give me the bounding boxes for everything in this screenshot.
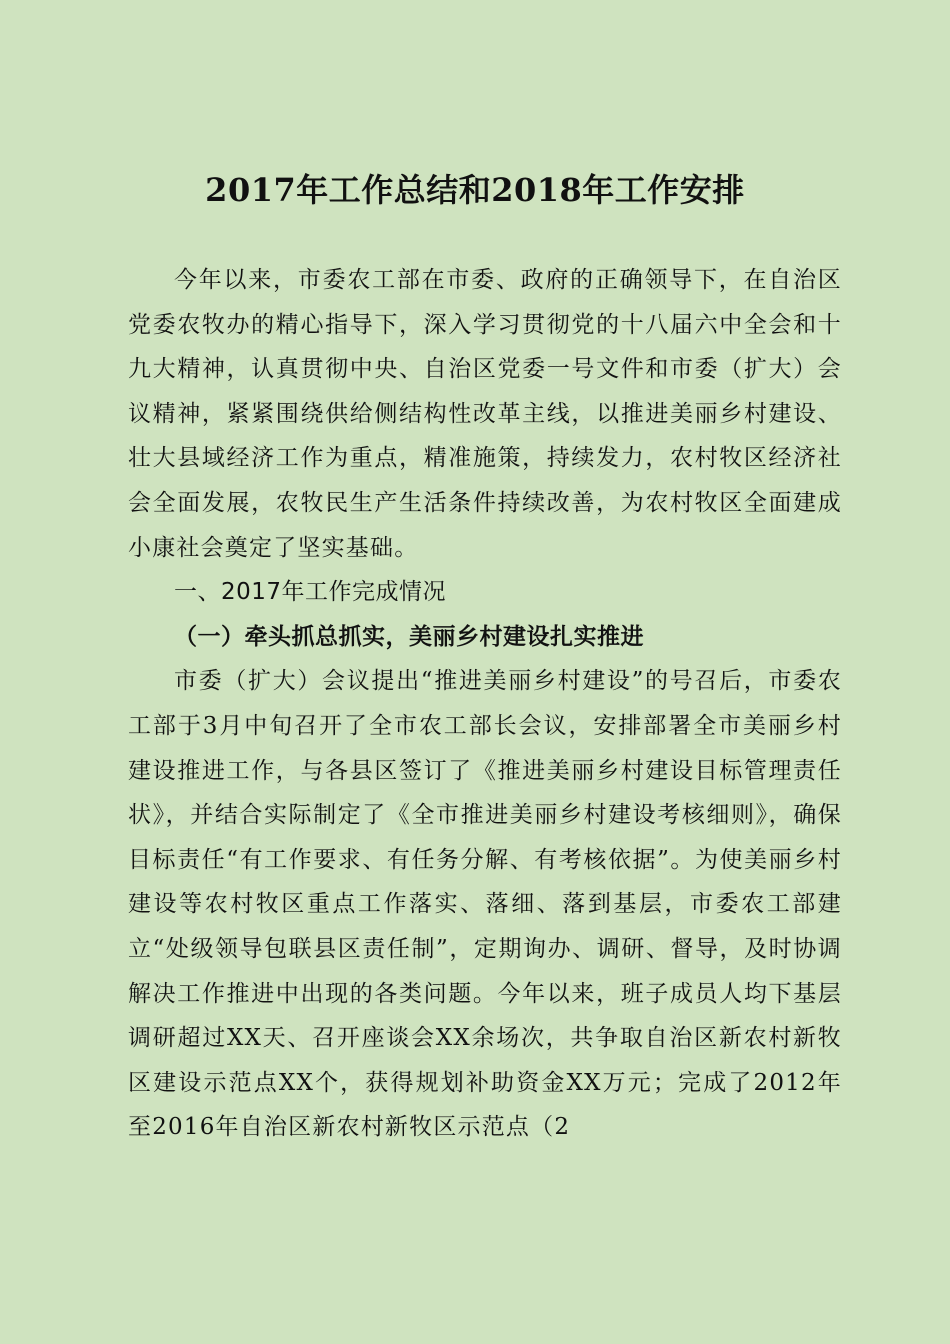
- subsection-heading: （一）牵头抓总抓实，美丽乡村建设扎实推进: [174, 623, 644, 650]
- document-title: 2017年工作总结和2018年工作安排: [205, 171, 745, 209]
- subsection-paragraph: 市委（扩大）会议提出“推进美丽乡村建设”的号召后，市委农工部于3月中旬召开了全市农工部长会议，安排部署全市美丽乡村建设推进工作，与各县区签订了《推进美丽乡村建设目标管理责任状》，并结合实际制定了《全市推进美丽乡村建设考核细则》，确保目标责任“有工作要求、有任务分解、有考核依据”。为使美丽乡村建设等农村牧区重点工作落实、落细、落到基层，市委农工部建立“处级领导包联县区责任制”，定期询办、调研、督导，及时协调解决工作推进中出现的各类问题。今年以来，班子成员人均下基层调研超过XX天、召开座谈会XX余场次，共争取自治区新农村新牧区建设示范点XX个，获得规划补助资金XX万元；完成了2012年至2016年自治区新农村新牧区示范点（2: [128, 668, 842, 1141]
- document-body: [128, 258, 842, 1150]
- intro-paragraph: 今年以来，市委农工部在市委、政府的正确领导下，在自治区党委农牧办的精心指导下，深入学习贯彻党的十八届六中全会和十九大精神，认真贯彻中央、自治区党委一号文件和市委（扩大）会议精神，紧紧围绕供给侧结构性改革主线，以推进美丽乡村建设、壮大县域经济工作为重点，精准施策，持续发力，农村牧区经济社会全面发展，农牧民生产生活条件持续改善，为农村牧区全面建成小康社会奠定了坚实基础。: [128, 267, 842, 561]
- section-heading: 一、2017年工作完成情况: [174, 579, 447, 606]
